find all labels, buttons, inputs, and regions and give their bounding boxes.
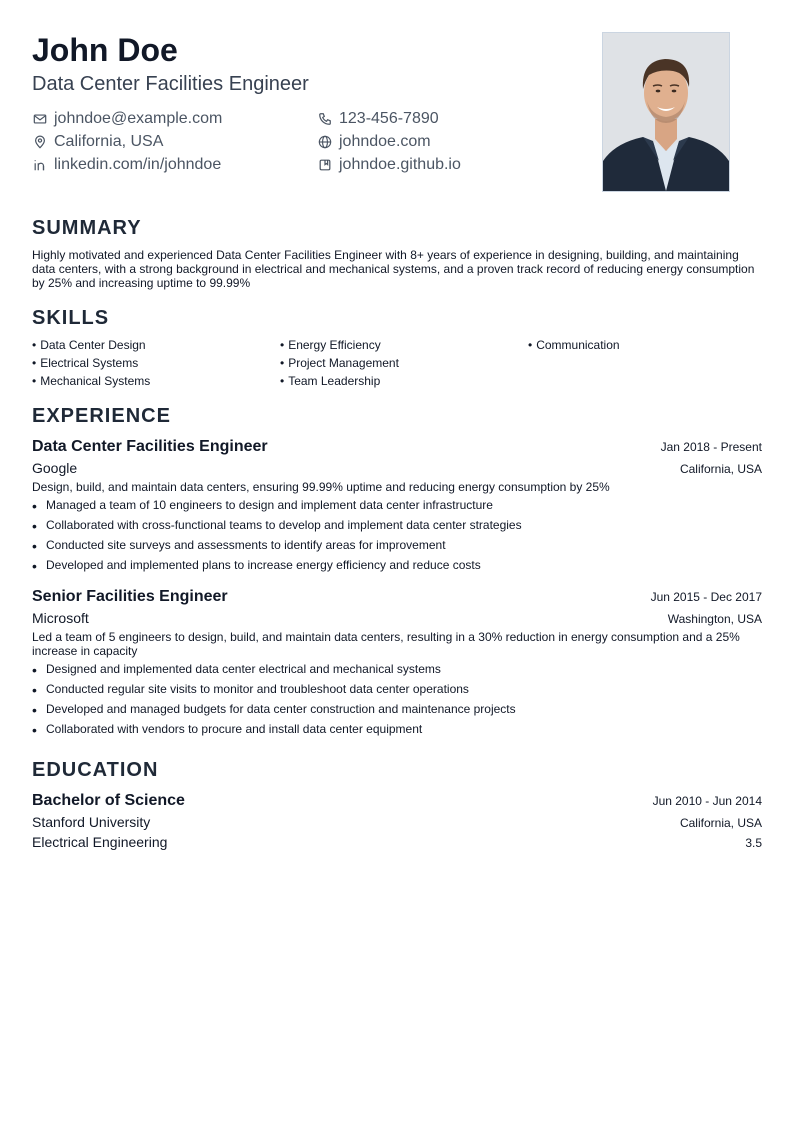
contact-phone[interactable] <box>317 108 602 130</box>
job-title: Data Center Facilities Engineer <box>32 438 268 455</box>
skills-grid <box>32 338 762 388</box>
skills-section <box>32 306 762 388</box>
phone-icon <box>317 111 333 127</box>
contact-email[interactable] <box>32 108 317 130</box>
skills-heading: SKILLS <box>32 307 110 329</box>
field-of-study: Electrical Engineering <box>32 834 168 850</box>
education-heading: EDUCATION <box>32 759 159 781</box>
profile-photo <box>602 32 730 192</box>
contact-linkedin[interactable] <box>32 154 317 176</box>
list-item: • Managed a team of 10 engineers to design and implement data center infrastructure <box>32 498 493 514</box>
job-bullets <box>32 498 762 574</box>
degree: Bachelor of Science <box>32 792 185 809</box>
candidate-name: John Doe <box>32 32 178 68</box>
education-entry <box>32 790 762 852</box>
job-dates: Jun 2015 - Dec 2017 <box>650 590 762 604</box>
location-pin-icon <box>32 134 48 150</box>
summary-section <box>32 216 762 290</box>
skill-item: • Energy Efficiency <box>280 338 381 352</box>
linkedin-icon <box>32 157 48 173</box>
github-text: johndoe.github.io <box>339 156 461 173</box>
list-item: • Conducted regular site visits to monitor and troubleshoot data center operations <box>32 682 469 698</box>
job-description: Design, build, and maintain data centers, ensuring 99.99% uptime and reducing energy consumption by 25% <box>32 480 610 494</box>
education-location: California, USA <box>679 816 762 830</box>
candidate-title: Data Center Facilities Engineer <box>32 73 309 95</box>
job-description: Led a team of 5 engineers to design, build, and maintain data centers, resulting in a 30% reduction in energy consumption and a 25% increase in capacity <box>32 630 740 658</box>
skill-item: • Data Center Design <box>32 338 146 352</box>
school: Stanford University <box>32 814 151 830</box>
skill-item: • Communication <box>528 338 620 352</box>
mail-icon <box>32 111 48 127</box>
job-company: Microsoft <box>32 610 89 626</box>
job-dates: Jan 2018 - Present <box>660 440 762 454</box>
skill-item: • Mechanical Systems <box>32 374 151 388</box>
job-title: Senior Facilities Engineer <box>32 588 228 605</box>
education-dates: Jun 2010 - Jun 2014 <box>652 794 762 808</box>
list-item: • Collaborated with cross-functional teams to develop and implement data center strategies <box>32 518 522 534</box>
job-entry <box>32 586 762 738</box>
list-item: • Developed and managed budgets for data center construction and maintenance projects <box>32 702 516 718</box>
summary-heading: SUMMARY <box>32 217 142 239</box>
resume-page <box>32 32 762 864</box>
job-entry <box>32 436 762 574</box>
contact-github[interactable] <box>317 154 602 176</box>
list-item: • Developed and implemented plans to increase energy efficiency and reduce costs <box>32 558 481 574</box>
job-company: Google <box>32 460 78 476</box>
gpa: 3.5 <box>745 836 762 850</box>
website-text: johndoe.com <box>339 133 431 150</box>
summary-text: Highly motivated and experienced Data Center Facilities Engineer with 8+ years of experience in designing, building, and maintaining data centers, with a strong background in electrical and mechanical systems, and a proven track record of reducing energy consumption by 25% and increasing uptime to 99.99% <box>32 248 755 290</box>
skill-item: • Team Leadership <box>280 374 381 388</box>
job-bullets <box>32 662 762 738</box>
job-location: California, USA <box>679 462 762 476</box>
linkedin-text: linkedin.com/in/johndoe <box>54 156 222 173</box>
resume-header <box>32 32 762 200</box>
experience-heading: EXPERIENCE <box>32 405 171 427</box>
email-text: johndoe@example.com <box>54 110 223 127</box>
globe-icon <box>317 134 333 150</box>
experience-section <box>32 404 762 738</box>
education-section <box>32 758 762 852</box>
list-item: • Designed and implemented data center electrical and mechanical systems <box>32 662 441 678</box>
location-text: California, USA <box>54 133 164 150</box>
list-item: • Collaborated with vendors to procure and install data center equipment <box>32 722 423 738</box>
skill-item: • Electrical Systems <box>32 356 139 370</box>
skill-item: • Project Management <box>280 356 399 370</box>
list-item: • Conducted site surveys and assessments to identify areas for improvement <box>32 538 446 554</box>
phone-text: 123-456-7890 <box>339 110 439 127</box>
job-location: Washington, USA <box>667 612 762 626</box>
bookmark-icon <box>317 157 333 173</box>
contact-website[interactable] <box>317 131 602 153</box>
contact-location <box>32 131 317 153</box>
